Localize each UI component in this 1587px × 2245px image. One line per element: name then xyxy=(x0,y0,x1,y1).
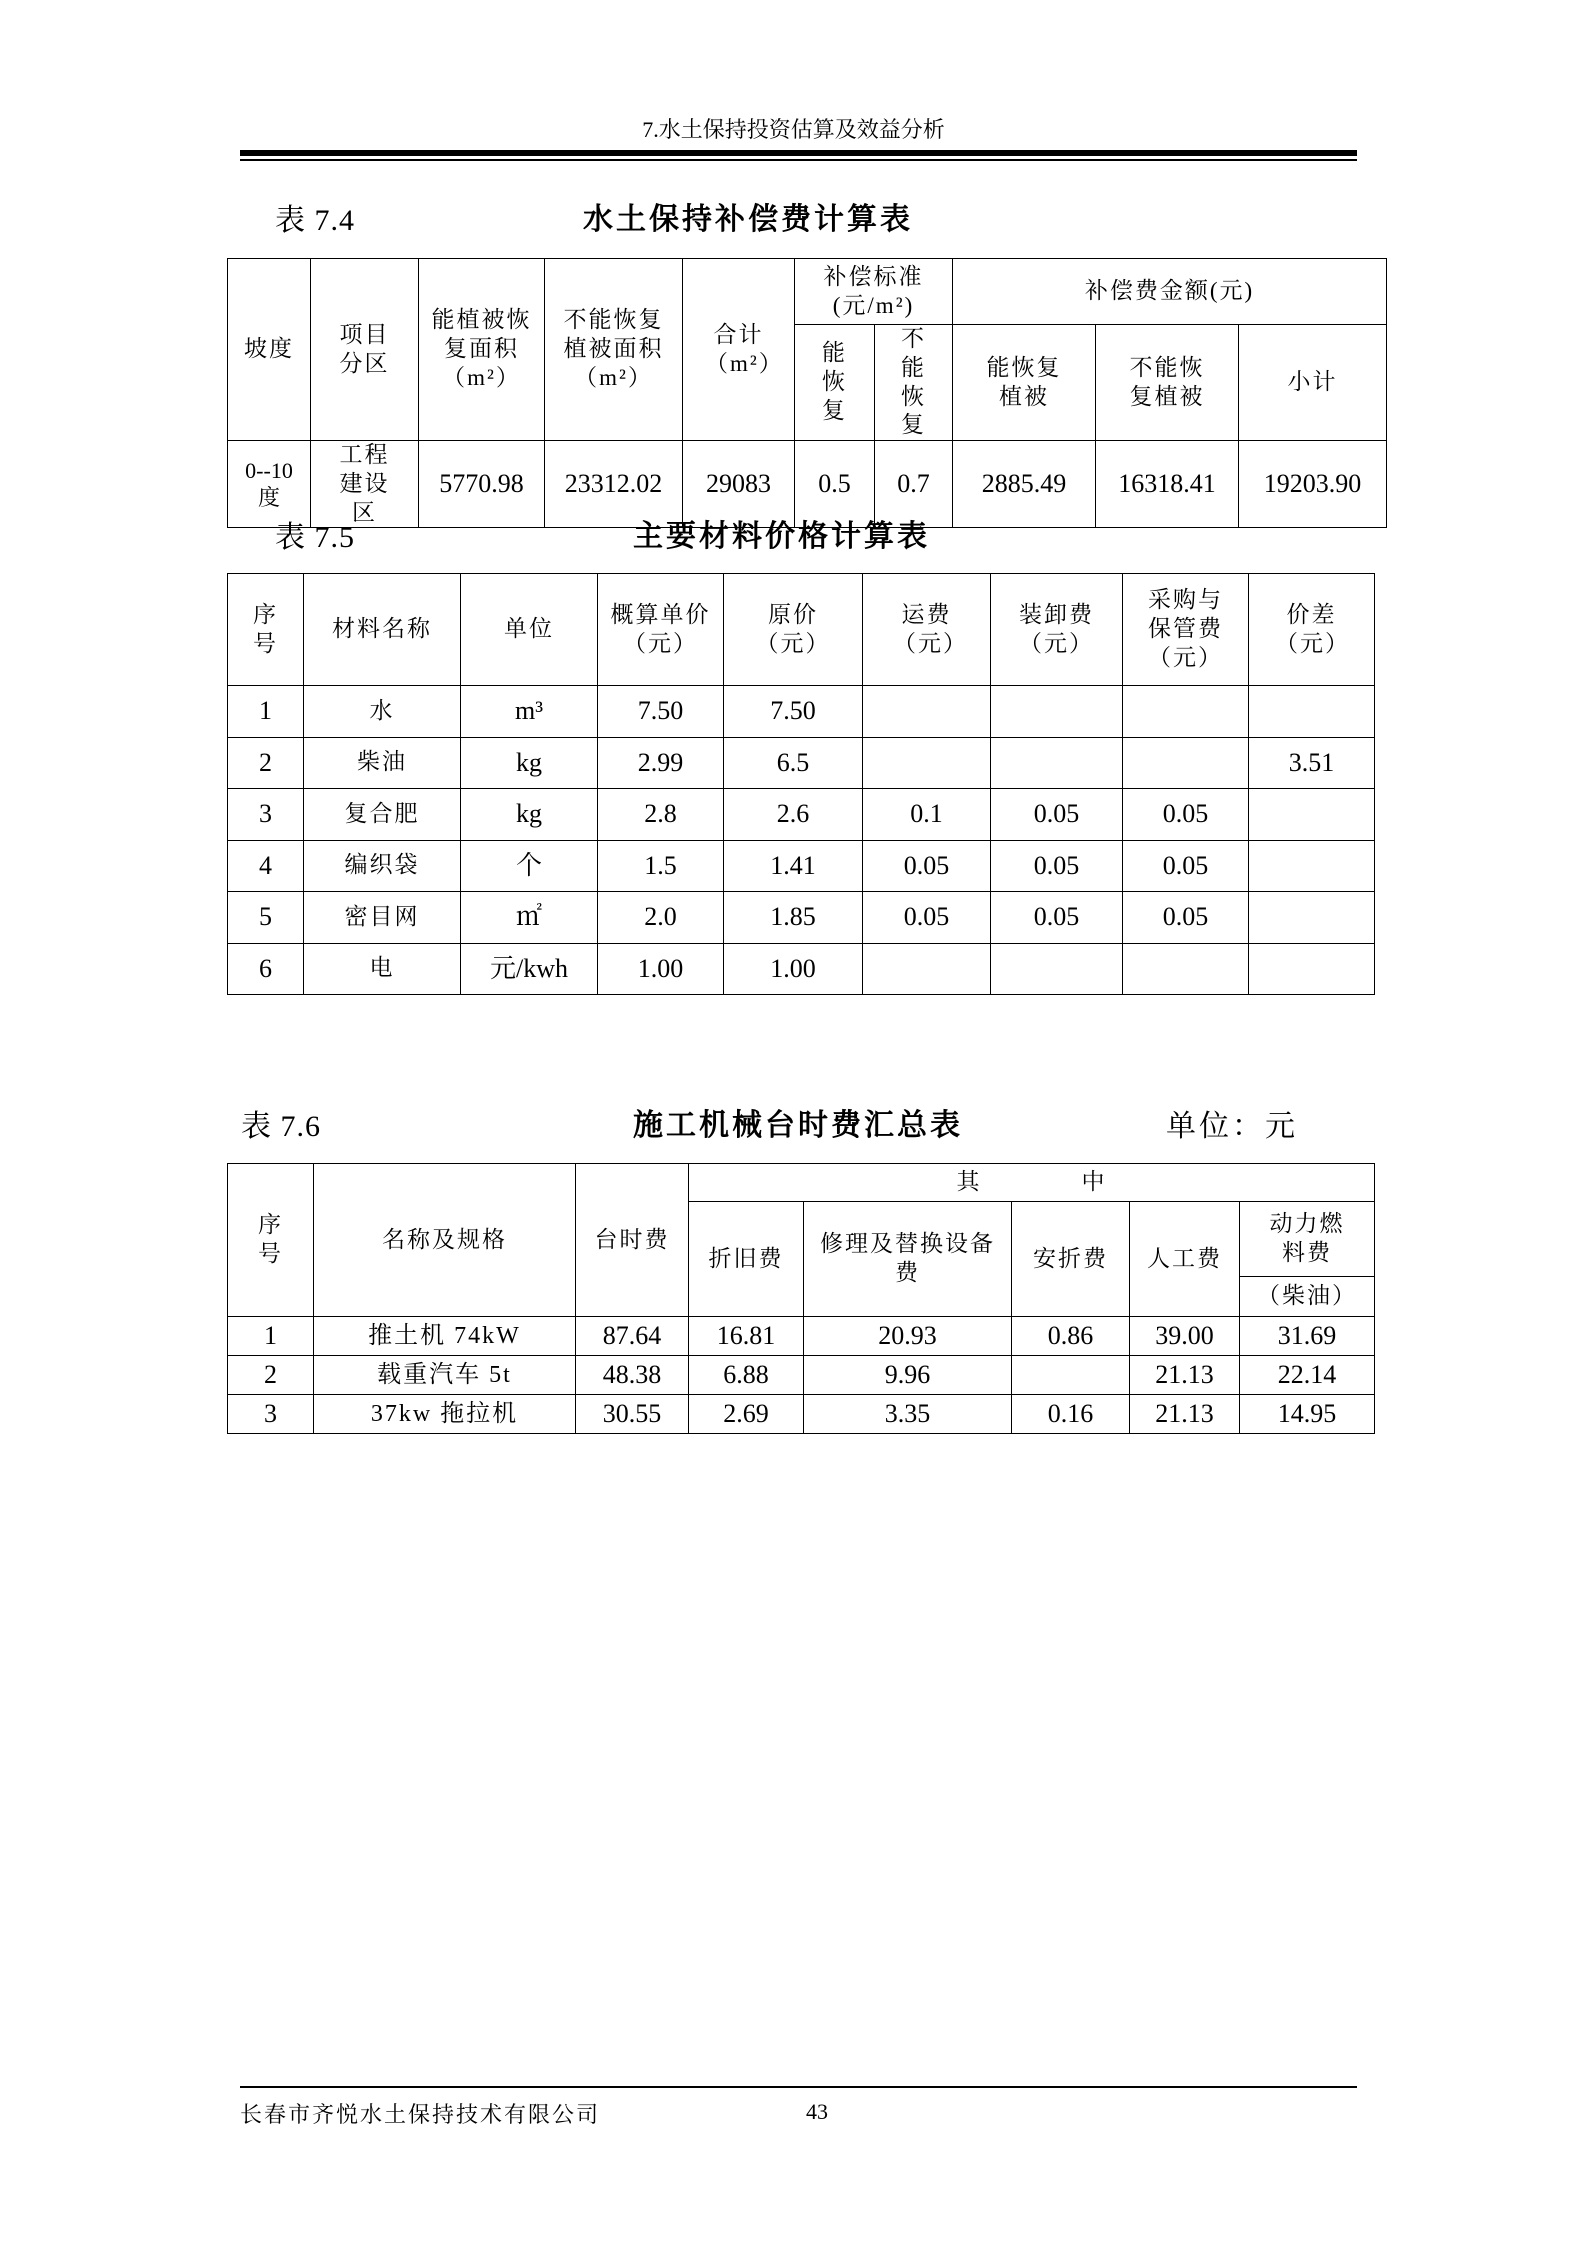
header-original-price: 原价（元） xyxy=(724,574,863,686)
cell-labor: 39.00 xyxy=(1130,1317,1240,1356)
cell-depreciation: 2.69 xyxy=(689,1395,804,1434)
cell-index: 2 xyxy=(228,737,304,789)
header-std-restorable: 能恢复 xyxy=(795,325,875,441)
table-row xyxy=(228,892,1375,944)
cell-fuel: 22.14 xyxy=(1240,1356,1375,1395)
cell-price-diff xyxy=(1249,789,1375,841)
table-7-5 xyxy=(227,573,1375,995)
cell-unit: m³ xyxy=(461,686,598,738)
cell-hourly-cost: 30.55 xyxy=(576,1395,689,1434)
footer-rule xyxy=(240,2086,1357,2088)
header-handling: 装卸费（元） xyxy=(991,574,1123,686)
header-of-which: 其 中 xyxy=(689,1164,1375,1202)
header-dismantle: 安折费 xyxy=(1012,1202,1130,1317)
cell-freight: 0.1 xyxy=(863,789,991,841)
header-name-spec: 名称及规格 xyxy=(314,1164,576,1317)
table-7-5-number: 表 7.5 xyxy=(275,521,355,554)
cell-procurement: 0.05 xyxy=(1123,789,1249,841)
cell-name-spec: 载重汽车 5t xyxy=(314,1356,576,1395)
cell-dismantle: 0.16 xyxy=(1012,1395,1130,1434)
cell-price-diff xyxy=(1249,943,1375,995)
cell-freight xyxy=(863,686,991,738)
cell-budget-price: 1.00 xyxy=(598,943,724,995)
cell-index: 5 xyxy=(228,892,304,944)
cell-labor: 21.13 xyxy=(1130,1395,1240,1434)
header-repair: 修理及替换设备费 xyxy=(804,1202,1012,1317)
header-budget-price: 概算单价（元） xyxy=(598,574,724,686)
cell-original-price: 1.00 xyxy=(724,943,863,995)
cell-dismantle: 0.86 xyxy=(1012,1317,1130,1356)
header-rule xyxy=(240,150,1357,156)
cell-original-price: 1.85 xyxy=(724,892,863,944)
cell-budget-price: 2.0 xyxy=(598,892,724,944)
cell-handling xyxy=(991,737,1123,789)
cell-amount-nonrestorable: 16318.41 xyxy=(1096,441,1239,528)
cell-handling xyxy=(991,943,1123,995)
page-number: 43 xyxy=(806,2099,828,2124)
table-7-6-unit: 单位：元 xyxy=(1166,1110,1298,1143)
cell-handling xyxy=(991,686,1123,738)
header-restorable-area: 能植被恢复面积（m²） xyxy=(419,259,545,441)
cell-repair: 9.96 xyxy=(804,1356,1012,1395)
cell-name-spec: 37kw 拖拉机 xyxy=(314,1395,576,1434)
cell-material-name: 复合肥 xyxy=(304,789,461,841)
header-rule-thin xyxy=(240,159,1357,161)
cell-original-price: 2.6 xyxy=(724,789,863,841)
table-7-6 xyxy=(227,1163,1375,1434)
table-row xyxy=(228,737,1375,789)
cell-labor: 21.13 xyxy=(1130,1356,1240,1395)
cell-procurement: 0.05 xyxy=(1123,840,1249,892)
cell-freight xyxy=(863,943,991,995)
cell-index: 3 xyxy=(228,789,304,841)
header-compensation-standard: 补偿标准(元/m²) xyxy=(795,259,953,325)
cell-std-restorable: 0.5 xyxy=(795,441,875,528)
cell-restorable-area: 5770.98 xyxy=(419,441,545,528)
cell-slope: 0--10度 xyxy=(228,441,311,528)
header-nonrestorable-area: 不能恢复植被面积（m²） xyxy=(545,259,683,441)
cell-index: 4 xyxy=(228,840,304,892)
cell-repair: 3.35 xyxy=(804,1395,1012,1434)
cell-hourly-cost: 87.64 xyxy=(576,1317,689,1356)
cell-material-name: 电 xyxy=(304,943,461,995)
header-procurement: 采购与保管费（元） xyxy=(1123,574,1249,686)
header-price-diff: 价差（元） xyxy=(1249,574,1375,686)
header-total: 合计（m²） xyxy=(683,259,795,441)
cell-index: 1 xyxy=(228,1317,314,1356)
cell-price-diff: 3.51 xyxy=(1249,737,1375,789)
table-7-4 xyxy=(227,258,1387,528)
header-material-name: 材料名称 xyxy=(304,574,461,686)
header-fuel: 动力燃料费 xyxy=(1240,1202,1375,1277)
cell-freight: 0.05 xyxy=(863,840,991,892)
header-std-nonrestorable: 不能恢复 xyxy=(875,325,953,441)
cell-procurement xyxy=(1123,737,1249,789)
cell-price-diff xyxy=(1249,892,1375,944)
cell-original-price: 7.50 xyxy=(724,686,863,738)
table-7-6-number: 表 7.6 xyxy=(241,1110,321,1143)
header-hourly-cost: 台时费 xyxy=(576,1164,689,1317)
header-index: 序号 xyxy=(228,1164,314,1317)
header-labor: 人工费 xyxy=(1130,1202,1240,1317)
header-zone: 项目分区 xyxy=(311,259,419,441)
cell-material-name: 水 xyxy=(304,686,461,738)
header-index: 序号 xyxy=(228,574,304,686)
cell-handling: 0.05 xyxy=(991,840,1123,892)
cell-procurement: 0.05 xyxy=(1123,892,1249,944)
cell-fuel: 31.69 xyxy=(1240,1317,1375,1356)
cell-nonrestorable-area: 23312.02 xyxy=(545,441,683,528)
cell-original-price: 6.5 xyxy=(724,737,863,789)
cell-repair: 20.93 xyxy=(804,1317,1012,1356)
cell-amount-restorable: 2885.49 xyxy=(953,441,1096,528)
cell-depreciation: 16.81 xyxy=(689,1317,804,1356)
table-7-4-number: 表 7.4 xyxy=(275,204,355,237)
cell-original-price: 1.41 xyxy=(724,840,863,892)
table-7-5-title: 主要材料价格计算表 xyxy=(633,520,930,553)
table-7-4-title: 水土保持补偿费计算表 xyxy=(583,203,913,236)
cell-price-diff xyxy=(1249,686,1375,738)
table-row xyxy=(228,1356,1375,1395)
cell-handling: 0.05 xyxy=(991,892,1123,944)
cell-price-diff xyxy=(1249,840,1375,892)
cell-unit: kg xyxy=(461,789,598,841)
cell-procurement xyxy=(1123,943,1249,995)
cell-freight: 0.05 xyxy=(863,892,991,944)
cell-material-name: 密目网 xyxy=(304,892,461,944)
table-row xyxy=(228,1317,1375,1356)
cell-name-spec: 推土机 74kW xyxy=(314,1317,576,1356)
cell-budget-price: 7.50 xyxy=(598,686,724,738)
cell-hourly-cost: 48.38 xyxy=(576,1356,689,1395)
cell-procurement xyxy=(1123,686,1249,738)
header-freight: 运费（元） xyxy=(863,574,991,686)
cell-index: 3 xyxy=(228,1395,314,1434)
running-header: 7.水土保持投资估算及效益分析 xyxy=(642,117,945,142)
header-depreciation: 折旧费 xyxy=(689,1202,804,1317)
header-slope: 坡度 xyxy=(228,259,311,441)
cell-budget-price: 2.8 xyxy=(598,789,724,841)
header-fuel-note: （柴油） xyxy=(1240,1277,1375,1317)
cell-unit: 个 xyxy=(461,840,598,892)
header-amount-restorable: 能恢复植被 xyxy=(953,325,1096,441)
cell-material-name: 柴油 xyxy=(304,737,461,789)
cell-unit: ㎡ xyxy=(461,892,598,944)
cell-zone: 工程建设区 xyxy=(311,441,419,528)
cell-subtotal: 19203.90 xyxy=(1239,441,1387,528)
cell-unit: 元/kwh xyxy=(461,943,598,995)
table-row xyxy=(228,789,1375,841)
table-7-6-title: 施工机械台时费汇总表 xyxy=(633,1109,963,1142)
header-unit: 单位 xyxy=(461,574,598,686)
table-row xyxy=(228,943,1375,995)
cell-handling: 0.05 xyxy=(991,789,1123,841)
cell-freight xyxy=(863,737,991,789)
cell-budget-price: 1.5 xyxy=(598,840,724,892)
cell-depreciation: 6.88 xyxy=(689,1356,804,1395)
footer-company: 长春市齐悦水土保持技术有限公司 xyxy=(240,2102,601,2127)
cell-total: 29083 xyxy=(683,441,795,528)
cell-unit: kg xyxy=(461,737,598,789)
cell-index: 2 xyxy=(228,1356,314,1395)
header-amount-nonrestorable: 不能恢复植被 xyxy=(1096,325,1239,441)
cell-index: 6 xyxy=(228,943,304,995)
cell-fuel: 14.95 xyxy=(1240,1395,1375,1434)
cell-budget-price: 2.99 xyxy=(598,737,724,789)
cell-material-name: 编织袋 xyxy=(304,840,461,892)
header-compensation-amount: 补偿费金额(元) xyxy=(953,259,1387,325)
table-row xyxy=(228,1395,1375,1434)
table-row xyxy=(228,686,1375,738)
cell-index: 1 xyxy=(228,686,304,738)
header-subtotal: 小计 xyxy=(1239,325,1387,441)
table-row xyxy=(228,840,1375,892)
cell-std-nonrestorable: 0.7 xyxy=(875,441,953,528)
cell-dismantle xyxy=(1012,1356,1130,1395)
